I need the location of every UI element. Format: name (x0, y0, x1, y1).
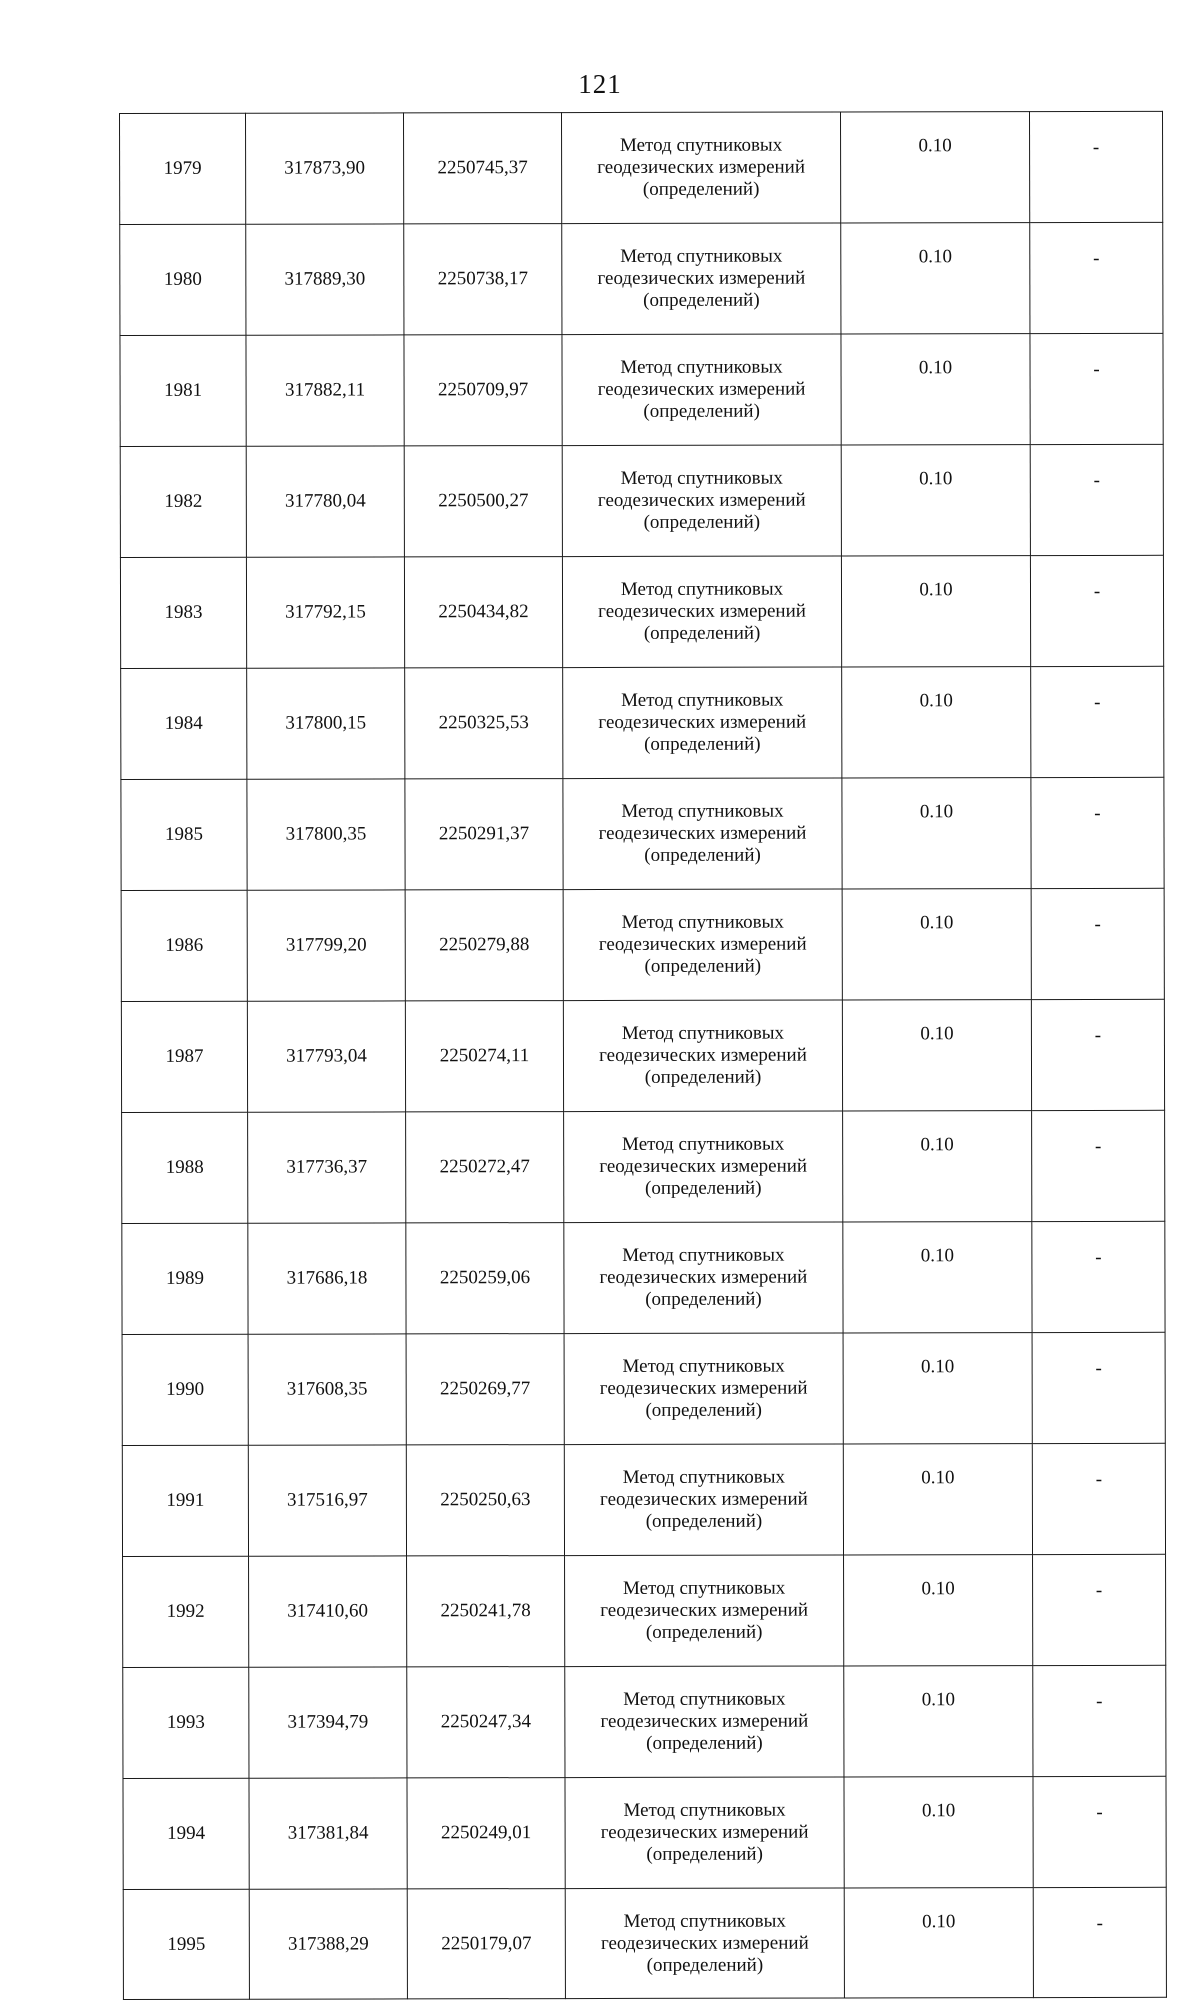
method-cell (564, 1222, 843, 1334)
accuracy-cell: 0.10 (843, 1333, 1032, 1444)
method-cell (562, 556, 841, 668)
method-line: (определений) (642, 178, 760, 200)
method-line: (определений) (645, 1510, 763, 1532)
method-line: Метод спутниковых (623, 1910, 786, 1932)
y-coordinate-cell: 2250272,47 (406, 1112, 564, 1223)
method-line: (определений) (646, 1954, 764, 1976)
method-line: геодезических измерений (597, 156, 806, 178)
method-line: геодезических измерений (597, 267, 806, 289)
method-cell (563, 1000, 842, 1112)
point-number-cell: 1991 (122, 1445, 248, 1556)
x-coordinate-cell: 317799,20 (247, 890, 405, 1001)
x-coordinate-cell: 317800,15 (247, 668, 405, 779)
y-coordinate-cell: 2250738,17 (404, 224, 562, 335)
accuracy-cell: 0.10 (842, 889, 1031, 1000)
y-coordinate-cell: 2250241,78 (407, 1556, 565, 1667)
accuracy-cell: 0.10 (843, 1222, 1032, 1333)
point-number-cell: 1987 (121, 1001, 247, 1112)
method-line: геодезических измерений (599, 1266, 808, 1288)
method-line: геодезических измерений (597, 489, 806, 511)
table-row (123, 1554, 1166, 1667)
y-coordinate-cell: 2250179,07 (407, 1889, 565, 1999)
coordinates-table (119, 111, 1167, 2000)
table-body (120, 111, 1167, 1999)
method-line: геодезических измерений (597, 378, 806, 400)
method-line: геодезических измерений (598, 933, 807, 955)
y-coordinate-cell: 2250745,37 (404, 113, 562, 224)
point-number-cell: 1984 (121, 668, 247, 779)
method-line: (определений) (646, 1732, 763, 1754)
method-line: Метод спутниковых (623, 1688, 786, 1710)
method-cell (563, 667, 842, 779)
table-row (122, 1443, 1165, 1556)
note-cell: - (1030, 333, 1163, 444)
method-line: Метод спутниковых (620, 467, 783, 489)
y-coordinate-cell: 2250500,27 (404, 446, 562, 557)
method-line: (определений) (644, 733, 761, 755)
x-coordinate-cell: 317516,97 (248, 1445, 406, 1556)
method-line: Метод спутниковых (622, 1244, 785, 1266)
note-cell: - (1033, 1665, 1166, 1776)
table-row (123, 1776, 1166, 1889)
point-number-cell: 1989 (122, 1223, 248, 1334)
point-number-cell: 1986 (121, 890, 247, 1001)
point-number-cell: 1979 (120, 113, 246, 224)
table-row (120, 444, 1163, 557)
table-row (122, 1110, 1165, 1223)
table-row (121, 999, 1164, 1112)
method-line: геодезических измерений (600, 1821, 809, 1843)
note-cell: - (1032, 1443, 1165, 1554)
x-coordinate-cell: 317780,04 (246, 446, 404, 557)
method-line: геодезических измерений (600, 1599, 809, 1621)
method-cell (563, 778, 842, 890)
note-cell: - (1029, 111, 1162, 222)
accuracy-cell: 0.10 (844, 1777, 1033, 1888)
accuracy-cell: 0.10 (842, 667, 1031, 778)
point-number-cell: 1983 (120, 557, 246, 668)
accuracy-cell: 0.10 (841, 334, 1030, 445)
y-coordinate-cell: 2250291,37 (405, 779, 563, 890)
x-coordinate-cell: 317394,79 (249, 1667, 407, 1778)
point-number-cell: 1985 (121, 779, 247, 890)
note-cell: - (1030, 444, 1163, 555)
method-line: (определений) (644, 955, 762, 977)
point-number-cell: 1993 (123, 1667, 249, 1778)
y-coordinate-cell: 2250279,88 (405, 890, 563, 1001)
y-coordinate-cell: 2250709,97 (404, 335, 562, 446)
note-cell: - (1030, 222, 1163, 333)
accuracy-cell: 0.10 (840, 112, 1029, 223)
point-number-cell: 1994 (123, 1778, 249, 1889)
accuracy-cell: 0.10 (843, 1111, 1032, 1222)
method-cell (565, 1888, 844, 1999)
page-number: 121 (578, 69, 622, 99)
accuracy-cell: 0.10 (841, 445, 1030, 556)
y-coordinate-cell: 2250269,77 (406, 1334, 564, 1445)
note-cell: - (1031, 888, 1164, 999)
method-line: (определений) (643, 289, 760, 311)
x-coordinate-cell: 317736,37 (248, 1112, 406, 1223)
method-line: геодезических измерений (600, 1932, 809, 1954)
accuracy-cell: 0.10 (842, 778, 1031, 889)
note-cell: - (1032, 1110, 1165, 1221)
method-line: Метод спутниковых (620, 578, 784, 600)
x-coordinate-cell: 317608,35 (248, 1334, 406, 1445)
x-coordinate-cell: 317381,84 (249, 1778, 407, 1889)
y-coordinate-cell: 2250259,06 (406, 1223, 564, 1334)
note-cell: - (1033, 1554, 1166, 1665)
method-line: (определений) (646, 1843, 763, 1865)
method-line: геодезических измерений (598, 822, 807, 844)
method-line: Метод спутниковых (621, 1022, 785, 1044)
method-line: (определений) (644, 844, 761, 866)
method-cell (563, 889, 842, 1001)
method-line: Метод спутниковых (621, 800, 784, 822)
table-row (122, 1221, 1165, 1334)
point-number-cell: 1995 (123, 1889, 249, 1999)
point-number-cell: 1980 (120, 224, 246, 335)
method-line: Метод спутниковых (620, 245, 783, 267)
x-coordinate-cell: 317889,30 (246, 224, 404, 335)
y-coordinate-cell: 2250250,63 (406, 1445, 564, 1556)
table-row (120, 222, 1163, 335)
method-cell (562, 334, 841, 446)
point-number-cell: 1992 (123, 1556, 249, 1667)
table-row (121, 666, 1164, 779)
y-coordinate-cell: 2250249,01 (407, 1778, 565, 1889)
method-line: геодезических измерений (599, 1377, 808, 1399)
accuracy-cell: 0.10 (841, 223, 1030, 334)
method-line: (определений) (645, 1399, 763, 1421)
method-line: Метод спутниковых (622, 1577, 786, 1599)
accuracy-cell: 0.10 (841, 556, 1030, 667)
point-number-cell: 1981 (120, 335, 246, 446)
x-coordinate-cell: 317792,15 (246, 557, 404, 668)
method-line: (определений) (645, 1288, 762, 1310)
x-coordinate-cell: 317800,35 (247, 779, 405, 890)
method-line: Метод спутниковых (621, 911, 784, 933)
method-cell (564, 1333, 843, 1445)
y-coordinate-cell: 2250247,34 (407, 1667, 565, 1778)
method-cell (562, 223, 841, 335)
point-number-cell: 1990 (122, 1334, 248, 1445)
table-row (120, 555, 1163, 668)
x-coordinate-cell: 317882,11 (246, 335, 404, 446)
y-coordinate-cell: 2250325,53 (405, 668, 563, 779)
note-cell: - (1031, 777, 1164, 888)
table-row (120, 111, 1163, 224)
point-number-cell: 1982 (120, 446, 246, 557)
method-line: Метод спутниковых (622, 1466, 786, 1488)
method-cell (562, 445, 841, 557)
method-line: Метод спутниковых (619, 134, 783, 156)
x-coordinate-cell: 317388,29 (249, 1889, 407, 1999)
accuracy-cell: 0.10 (844, 1888, 1033, 1998)
method-line: (определений) (643, 400, 760, 422)
table-row (121, 777, 1164, 890)
note-cell: - (1031, 666, 1164, 777)
table-row (123, 1665, 1166, 1778)
method-line: (определений) (644, 1066, 762, 1088)
table-row (123, 1887, 1166, 1999)
y-coordinate-cell: 2250434,82 (404, 557, 562, 668)
method-line: Метод спутниковых (622, 1133, 785, 1155)
method-line: геодезических измерений (599, 1488, 808, 1510)
method-cell (565, 1666, 844, 1778)
x-coordinate-cell: 317793,04 (247, 1001, 405, 1112)
method-cell (564, 1444, 843, 1556)
method-line: Метод спутниковых (621, 689, 784, 711)
note-cell: - (1033, 1887, 1166, 1997)
method-line: геодезических измерений (598, 711, 807, 733)
table-row (120, 333, 1163, 446)
accuracy-cell: 0.10 (843, 1444, 1032, 1555)
table-row (121, 888, 1164, 1001)
method-line: геодезических измерений (599, 1044, 807, 1066)
method-cell (564, 1111, 843, 1223)
method-cell (565, 1555, 844, 1667)
x-coordinate-cell: 317873,90 (246, 113, 404, 224)
method-line: (определений) (643, 622, 761, 644)
x-coordinate-cell: 317686,18 (248, 1223, 406, 1334)
note-cell: - (1032, 1221, 1165, 1332)
point-number-cell: 1988 (122, 1112, 248, 1223)
y-coordinate-cell: 2250274,11 (405, 1001, 563, 1112)
accuracy-cell: 0.10 (844, 1666, 1033, 1777)
method-line: геодезических измерений (598, 600, 806, 622)
method-cell (562, 112, 841, 224)
method-line: Метод спутниковых (623, 1799, 786, 1821)
method-line: Метод спутниковых (622, 1355, 785, 1377)
method-line: геодезических измерений (600, 1710, 809, 1732)
accuracy-cell: 0.10 (842, 1000, 1031, 1111)
method-line: (определений) (644, 1177, 762, 1199)
method-line: (определений) (645, 1621, 763, 1643)
accuracy-cell: 0.10 (844, 1555, 1033, 1666)
note-cell: - (1033, 1776, 1166, 1887)
note-cell: - (1031, 999, 1164, 1110)
table-row (122, 1332, 1165, 1445)
method-line: геодезических измерений (599, 1155, 808, 1177)
x-coordinate-cell: 317410,60 (249, 1556, 407, 1667)
note-cell: - (1032, 1332, 1165, 1443)
note-cell: - (1030, 555, 1163, 666)
method-line: Метод спутниковых (620, 356, 783, 378)
method-cell (565, 1777, 844, 1889)
method-line: (определений) (643, 511, 761, 533)
